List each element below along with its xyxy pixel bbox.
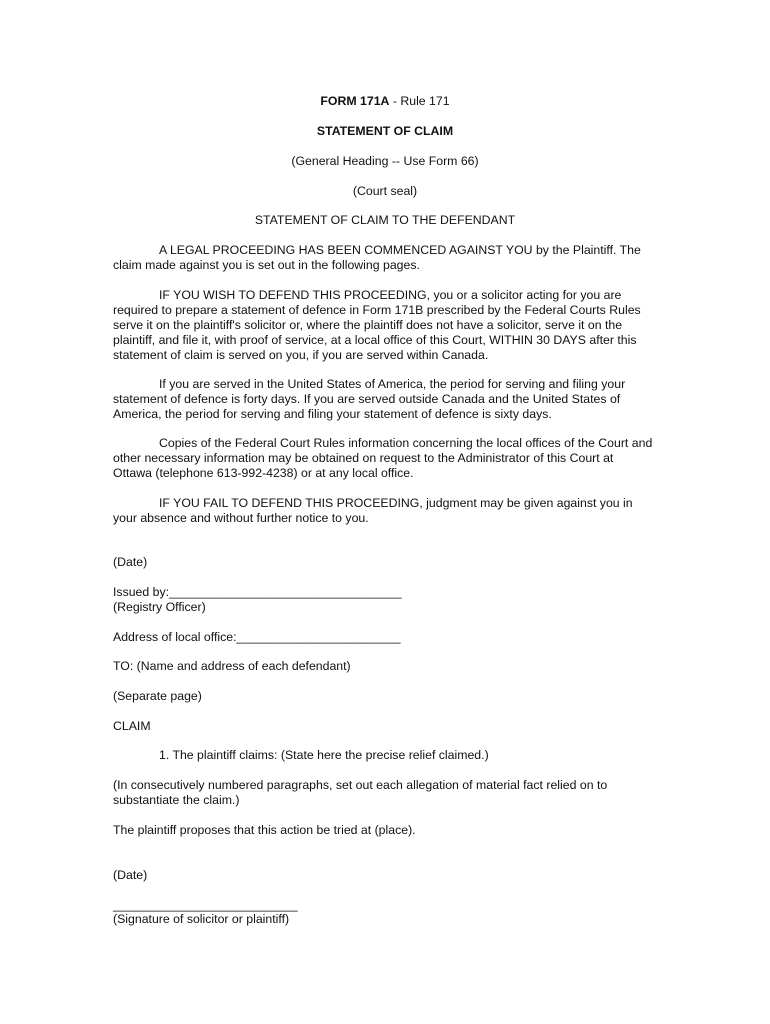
date-field-2: (Date) [113, 868, 148, 882]
registry-officer-label: (Registry Officer) [113, 600, 206, 614]
subtitle: STATEMENT OF CLAIM TO THE DEFENDANT [254, 213, 516, 227]
date-field-1: (Date) [113, 555, 148, 569]
court-seal: (Court seal) [352, 184, 418, 198]
claim-item-1: 1. The plaintiff claims: (State here the precise relief claimed.) [159, 748, 489, 762]
allegation-note: (In consecutively numbered paragraphs, set out each allegation of material fact relied on to substantiate the claim.) [113, 778, 608, 807]
separate-page-note: (Separate page) [113, 689, 202, 703]
form-heading [0, 94, 770, 109]
paragraph-defend-instructions: IF YOU WISH TO DEFEND THIS PROCEEDING, you or a solicitor acting for you are required to prepare a statement of defence in Form 171B prescribed by the Federal Courts Rules serve it on the plaintiff's solicitor or, where the plaintiff does not have a solicitor, serve it on the plaintiff, and file it, with proof of service, at a local office of this Court, WITHIN 30 DAYS after this statement of claim is served on you, if you are served within Canada. [113, 288, 641, 362]
form-rule: - Rule 171 [389, 94, 450, 108]
paragraph-failure-to-defend: IF YOU FAIL TO DEFEND THIS PROCEEDING, judgment may be given against you in your absence and without further notice to you. [113, 496, 633, 525]
claim-heading: CLAIM [113, 719, 151, 733]
local-office-field: Address of local office:________________________ [113, 630, 401, 644]
issued-by-field: Issued by:__________________________________ [113, 585, 402, 599]
form-number: FORM 171A [320, 94, 390, 108]
general-heading: (General Heading -- Use Form 66) [291, 154, 479, 168]
to-defendant-field: TO: (Name and address of each defendant) [113, 659, 351, 673]
trial-place-field: The plaintiff proposes that this action be tried at (place). [113, 823, 416, 837]
form-title: STATEMENT OF CLAIM [316, 124, 454, 138]
signature-label: (Signature of solicitor or plaintiff) [113, 912, 290, 926]
signature-line: ___________________________ [113, 898, 298, 912]
paragraph-proceeding-commenced: A LEGAL PROCEEDING HAS BEEN COMMENCED AGAINST YOU by the Plaintiff. The claim made against you is set out in the following pages. [113, 243, 641, 272]
paragraph-court-rules-copies: Copies of the Federal Court Rules information concerning the local offices of the Court and other necessary information may be obtained on request to the Administrator of this Court at Ottawa (telephone 613-992-4238) or at any local office. [113, 436, 653, 480]
paragraph-service-periods: If you are served in the United States of America, the period for serving and filing your statement of defence is forty days. If you are served outside Canada and the United States of America, the period for serving and filing your statement of defence is sixty days. [113, 377, 626, 421]
